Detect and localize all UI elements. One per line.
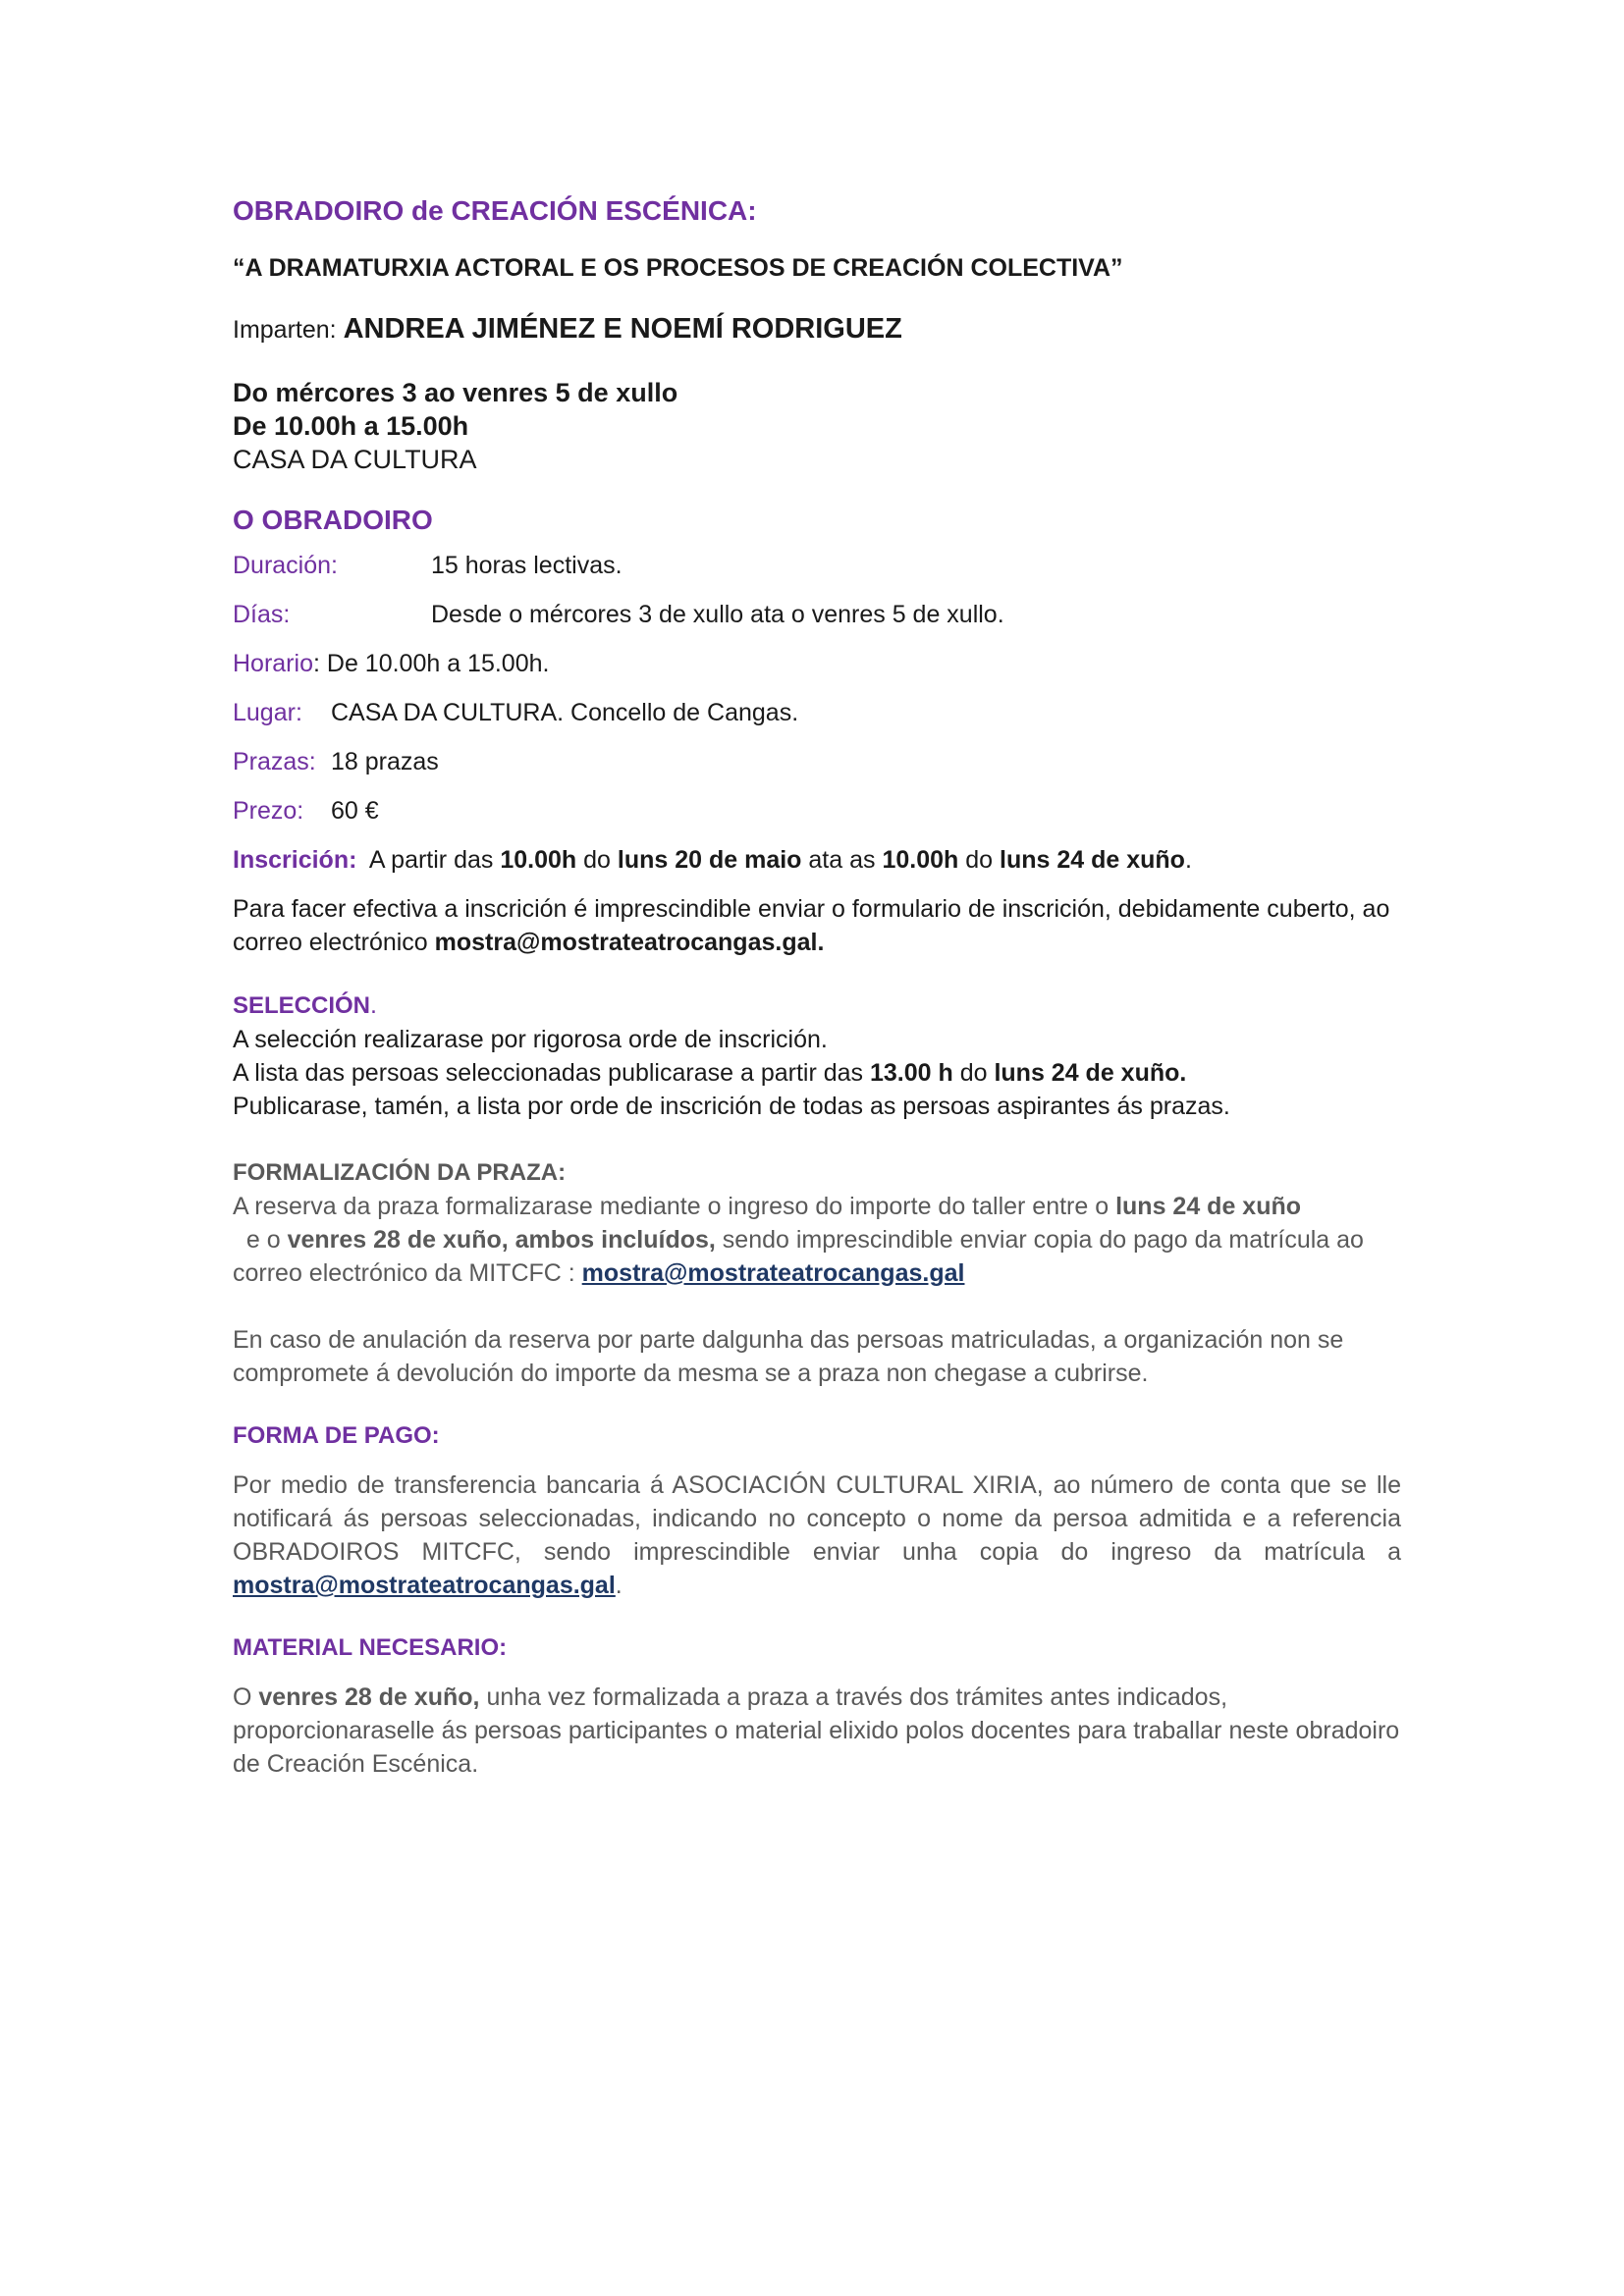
inscricion-text: ata as	[801, 846, 883, 874]
obradoiro-heading: O OBRADOIRO	[233, 505, 433, 535]
inscricion-end-time: 10.00h	[882, 846, 959, 874]
seleccion-time: 13.00 h	[869, 1059, 953, 1087]
inscricion-end-date: luns 24 de xuño	[1000, 846, 1185, 874]
instructor-names: ANDREA JIMÉNEZ E NOEMÍ RODRIGUEZ	[343, 313, 902, 345]
seleccion-text: do	[952, 1059, 995, 1087]
seleccion-heading: SELECCIÓN	[233, 992, 371, 1019]
inscricion-start-date: luns 20 de maio	[617, 846, 802, 874]
prezo-label: Prezo:	[233, 797, 304, 825]
forma-pago-text-part: Por medio de transferencia bancaria á ASOCIACIÓN CULTURAL XIRIA, ao número de conta que se lle notificará ás persoas seleccionadas, indicando no concepto o nome da persoa admitida e a referencia OBRADOIROS MITCFC, sendo imprescindible enviar unha copia do ingreso da matrícula a	[233, 1471, 1401, 1566]
duracion-value: 15 horas lectivas.	[431, 552, 623, 579]
page-title: OBRADOIRO de CREACIÓN ESCÉNICA:	[233, 195, 757, 226]
instructors-line	[233, 312, 1401, 347]
seleccion-date: luns 24 de xuño.	[994, 1059, 1187, 1087]
dias-label: Días:	[233, 601, 291, 628]
inscricion-email: mostra@mostrateatrocangas.gal.	[434, 929, 825, 956]
forma-pago-text-part: .	[615, 1572, 623, 1599]
hours-line: De 10.00h a 15.00h	[233, 411, 469, 441]
duracion-row	[233, 549, 1401, 582]
seleccion-text: A lista das persoas seleccionadas publicarase a partir das	[233, 1059, 870, 1087]
inscricion-text: .	[1184, 846, 1192, 874]
lugar-label: Lugar:	[233, 699, 302, 726]
material-section	[233, 1631, 1401, 1781]
material-text	[233, 1681, 1401, 1781]
prazas-row	[233, 745, 1401, 778]
seleccion-heading-dot: .	[370, 991, 377, 1019]
inscricion-note-text: Para facer efectiva a inscrición é imprescindible enviar o formulario de inscrición, debidamente cuberto, ao correo electrónico	[233, 895, 1390, 956]
forma-pago-section	[233, 1419, 1401, 1602]
formalizacion-text-part: e o	[233, 1226, 288, 1254]
formalizacion-text-part: A reserva da praza formalizarase mediante o ingreso do importe do taller entre o	[233, 1193, 1116, 1220]
workshop-subtitle: “A DRAMATURXIA ACTORAL E OS PROCESOS DE CREACIÓN COLECTIVA”	[233, 254, 1123, 282]
formalizacion-section	[233, 1156, 1401, 1290]
material-text-part: unha vez formalizada a praza a través dos trámites antes indicados, proporcionaraselle ás persoas participantes o material elixido polos docentes para traballar neste obradoiro de Creación Escénica.	[233, 1683, 1400, 1778]
dates-line: Do mércores 3 ao venres 5 de xullo	[233, 378, 678, 407]
inscricion-label: Inscrición:	[233, 846, 357, 874]
formalizacion-start-date: luns 24 de xuño	[1115, 1193, 1302, 1220]
material-date: venres 28 de xuño,	[258, 1683, 480, 1711]
duracion-label: Duración:	[233, 552, 338, 579]
document-body	[233, 187, 1401, 1781]
dias-row	[233, 598, 1401, 631]
seleccion-line1: A selección realizarase por rigorosa orde de inscrición.	[233, 1026, 828, 1053]
lugar-value: CASA DA CULTURA. Concello de Cangas.	[331, 699, 799, 726]
formalizacion-email-link[interactable]: mostra@mostrateatrocangas.gal	[581, 1259, 965, 1287]
formalizacion-text	[233, 1190, 1401, 1290]
prezo-value: 60 €	[331, 797, 379, 825]
anulacion-paragraph: En caso de anulación da reserva por parte dalgunha das persoas matriculadas, a organización non se compromete á devolución do importe da mesma se a praza non chegase a cubrirse.	[233, 1326, 1344, 1387]
venue-line: CASA DA CULTURA	[233, 445, 477, 474]
inscricion-text: do	[958, 846, 1000, 874]
material-heading: MATERIAL NECESARIO:	[233, 1634, 508, 1661]
prazas-label: Prazas:	[233, 748, 316, 775]
schedule-block	[233, 376, 1401, 476]
imparten-label: Imparten:	[233, 316, 344, 344]
horario-label: Horario	[233, 650, 313, 677]
inscricion-start-time: 10.00h	[500, 846, 577, 874]
formalizacion-text-part: sendo imprescindible enviar copia do pago da matrícula ao correo electrónico da MITCFC :	[233, 1226, 1364, 1287]
inscricion-text: do	[576, 846, 618, 874]
seleccion-section	[233, 988, 1401, 1123]
forma-pago-text	[233, 1468, 1401, 1602]
seleccion-line2	[233, 1056, 1401, 1090]
horario-colon: :	[312, 650, 320, 677]
inscricion-line	[233, 843, 1401, 877]
seleccion-line3: Publicarase, tamén, a lista por orde de inscrición de todas as persoas aspirantes ás prazas.	[233, 1093, 1230, 1120]
dias-value: Desde o mércores 3 de xullo ata o venres 5 de xullo.	[431, 601, 1004, 628]
prazas-value: 18 prazas	[331, 748, 439, 775]
prezo-row	[233, 794, 1401, 828]
formalizacion-heading: FORMALIZACIÓN DA PRAZA:	[233, 1159, 567, 1186]
material-text-part: O	[233, 1683, 259, 1711]
horario-row	[233, 647, 1401, 680]
forma-pago-email-link[interactable]: mostra@mostrateatrocangas.gal	[233, 1572, 616, 1599]
horario-value: De 10.00h a 15.00h.	[319, 650, 550, 677]
inscricion-note	[233, 892, 1401, 959]
inscricion-text: A partir das	[356, 846, 501, 874]
forma-pago-heading: FORMA DE PAGO:	[233, 1422, 440, 1449]
lugar-row	[233, 696, 1401, 729]
formalizacion-end-date: venres 28 de xuño, ambos incluídos,	[287, 1226, 716, 1254]
